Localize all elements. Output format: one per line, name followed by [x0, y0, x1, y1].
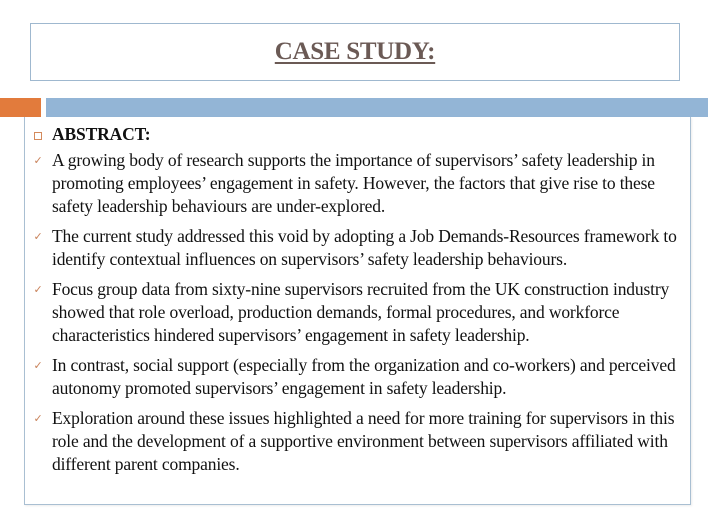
list-item-text: Exploration around these issues highlighted a need for more training for supervisors in this role and the development of a supportive environment between supervisors affiliated with different parent companies.	[52, 408, 675, 474]
list-item-text: In contrast, social support (especially from the organization and co-workers) and perceived autonomy promoted supervisors’ engagement in safety leadership.	[52, 355, 676, 398]
checkmark-icon: ✓	[33, 230, 43, 243]
square-bullet-icon	[31, 123, 45, 146]
checkmark-icon: ✓	[33, 412, 43, 425]
list-item	[25, 278, 690, 347]
accent-bar-orange	[0, 98, 41, 117]
title-box	[30, 23, 680, 81]
content-box	[24, 117, 691, 505]
slide-title: CASE STUDY:	[274, 38, 436, 65]
list-item-text: Focus group data from sixty-nine supervisors recruited from the UK construction industry showed that role overload, production demands, formal procedures, and workforce characteristics hindered supervisors’ engagement in safety leadership.	[52, 279, 670, 345]
checkmark-icon: ✓	[33, 283, 43, 296]
checkmark-icon: ✓	[33, 359, 43, 372]
list-item	[25, 407, 690, 476]
list-item	[25, 354, 690, 400]
abstract-heading	[25, 123, 690, 146]
list-item	[25, 225, 690, 271]
checkmark-icon: ✓	[33, 154, 43, 167]
list-item-text: The current study addressed this void by adopting a Job Demands-Resources framework to identify contextual influences on supervisors’ safety leadership behaviours.	[52, 226, 677, 269]
bullet-list	[25, 123, 690, 483]
heading-text: ABSTRACT:	[52, 124, 151, 144]
accent-bar-blue	[46, 98, 708, 117]
list-item	[25, 149, 690, 218]
list-item-text: A growing body of research supports the importance of supervisors’ safety leadership in promoting employees’ engagement in safety. However, the factors that give rise to these safety leadership behaviours are under-explored.	[52, 150, 655, 216]
